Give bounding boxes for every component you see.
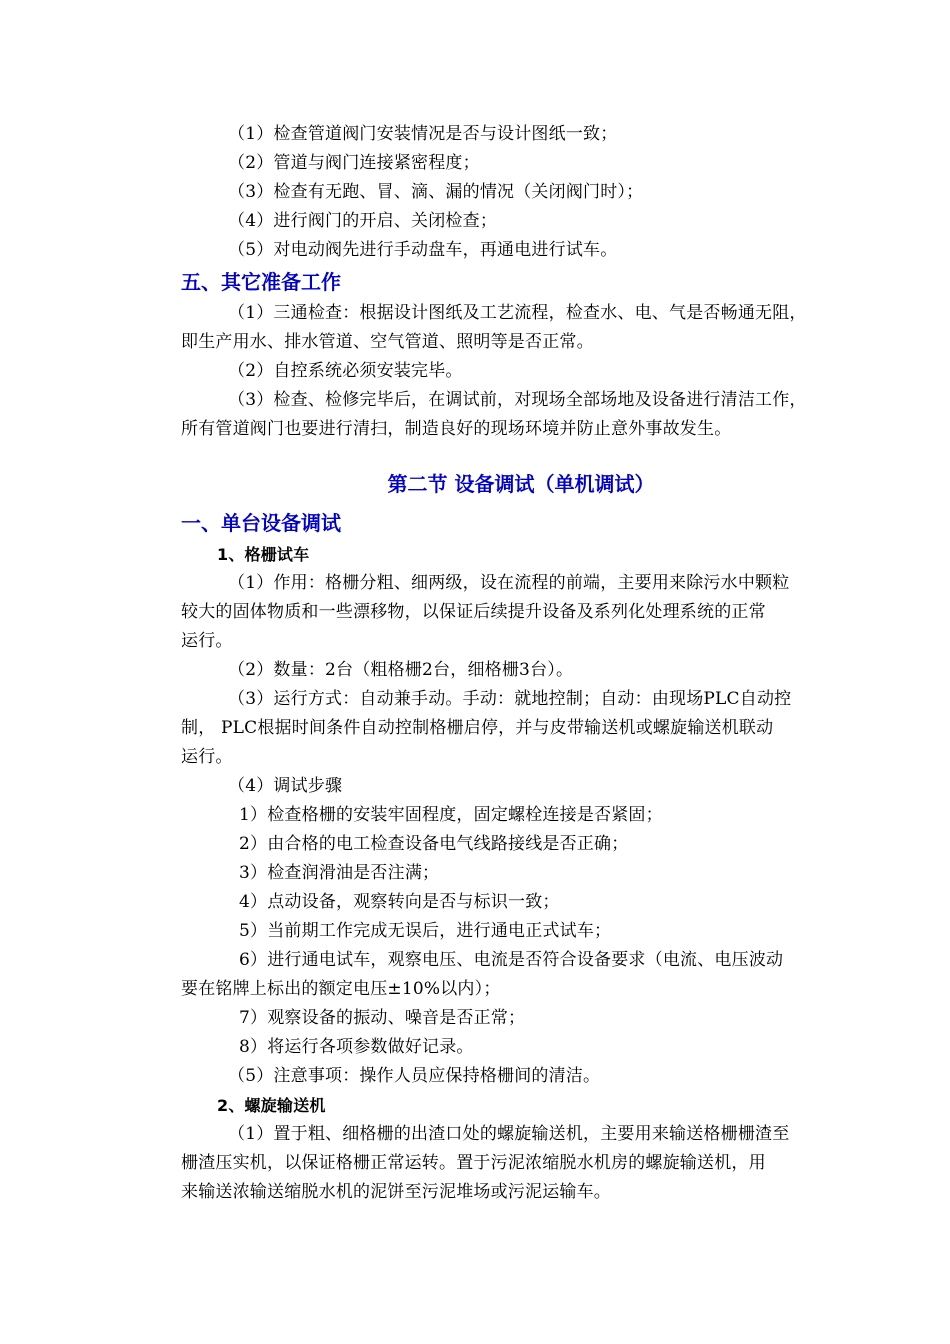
check-item-3: （3）检查有无跑、冒、滴、漏的情况（关闭阀门时）；: [228, 182, 644, 202]
sub1-steps-title: （4）调试步骤: [228, 776, 343, 796]
sub2-p1-line3: 来输送浓输送缩脱水机的泥饼至污泥堆场或污泥运输车。: [181, 1182, 611, 1202]
sub1-qty: （2）数量：2台（粗格栅2台，细格栅3台）。: [228, 660, 574, 680]
sub2-p1-line2: 栅渣压实机，以保证格栅正常运转。置于污泥浓缩脱水机房的螺旋输送机，用: [181, 1153, 766, 1173]
sub1-step-5: 5）当前期工作完成无误后，进行通电正式试车；: [239, 921, 612, 941]
check-item-4: （4）进行阀门的开启、关闭检查；: [228, 211, 498, 231]
sub1-mode-line1: （3）运行方式：自动兼手动。手动：就地控制；自动：由现场PLC自动控: [228, 689, 792, 709]
sub1-note: （5）注意事项：操作人员应保持格栅间的清洁。: [228, 1066, 601, 1086]
section5-p3-line2: 所有管道阀门也要进行清扫，制造良好的现场环境并防止意外事故发生。: [181, 419, 732, 439]
sub2-title: 2、螺旋输送机: [217, 1096, 326, 1115]
sub1-role-line1: （1）作用：格栅分粗、细两级，设在流程的前端，主要用来除污水中颗粒: [228, 573, 790, 593]
sub1-mode-line2: 制， PLC根据时间条件自动控制格栅启停，并与皮带输送机或螺旋输送机联动: [181, 718, 774, 738]
section-title: 第二节 设备调试（单机调试）: [387, 472, 655, 496]
sub1-step-4: 4）点动设备，观察转向是否与标识一致；: [239, 892, 560, 912]
sub1-role-line2: 较大的固体物质和一些漂移物，以保证后续提升设备及系列化处理系统的正常: [181, 602, 766, 622]
check-item-2: （2）管道与阀门连接紧密程度；: [228, 153, 480, 173]
section5-p2: （2）自控系统必须安装完毕。: [228, 361, 463, 381]
page-content: [181, 120, 861, 1207]
sub1-step-6-line1: 6）进行通电试车，观察电压、电流是否符合设备要求（电流、电压波动: [239, 950, 784, 970]
section5-p3-line1: （3）检查、检修完毕后，在调试前，对现场全部场地及设备进行清洁工作，: [228, 390, 807, 410]
section5-p1-line2: 即生产用水、排水管道、空气管道、照明等是否正常。: [181, 332, 594, 352]
check-item-1: （1）检查管道阀门安装情况是否与设计图纸一致；: [228, 124, 618, 144]
sub1-step-3: 3）检查润滑油是否注满；: [239, 863, 440, 883]
sub1-step-6-line2: 要在铭牌上标出的额定电压±10%以内）；: [181, 979, 501, 999]
check-item-5: （5）对电动阀先进行手动盘车，再通电进行试车。: [228, 240, 618, 260]
section5-p1-line1: （1）三通检查：根据设计图纸及工艺流程，检查水、电、气是否畅通无阻，: [228, 303, 807, 323]
sub1-mode-line3: 运行。: [181, 747, 233, 767]
sub1-step-8: 8）将运行各项参数做好记录。: [239, 1037, 474, 1057]
sub1-title: 1、格栅试车: [217, 545, 310, 564]
sub2-p1-line1: （1）置于粗、细格栅的出渣口处的螺旋输送机，主要用来输送格栅栅渣至: [228, 1124, 790, 1144]
part1-heading: 一、单台设备调试: [181, 511, 341, 535]
sub1-step-1: 1）检查格栅的安装牢固程度，固定螺栓连接是否紧固；: [239, 805, 663, 825]
sub1-step-7: 7）观察设备的振动、噪音是否正常；: [239, 1008, 526, 1028]
sub1-step-2: 2）由合格的电工检查设备电气线路接线是否正确；: [239, 834, 629, 854]
sub1-role-line3: 运行。: [181, 631, 233, 651]
section5-heading: 五、其它准备工作: [181, 270, 341, 294]
